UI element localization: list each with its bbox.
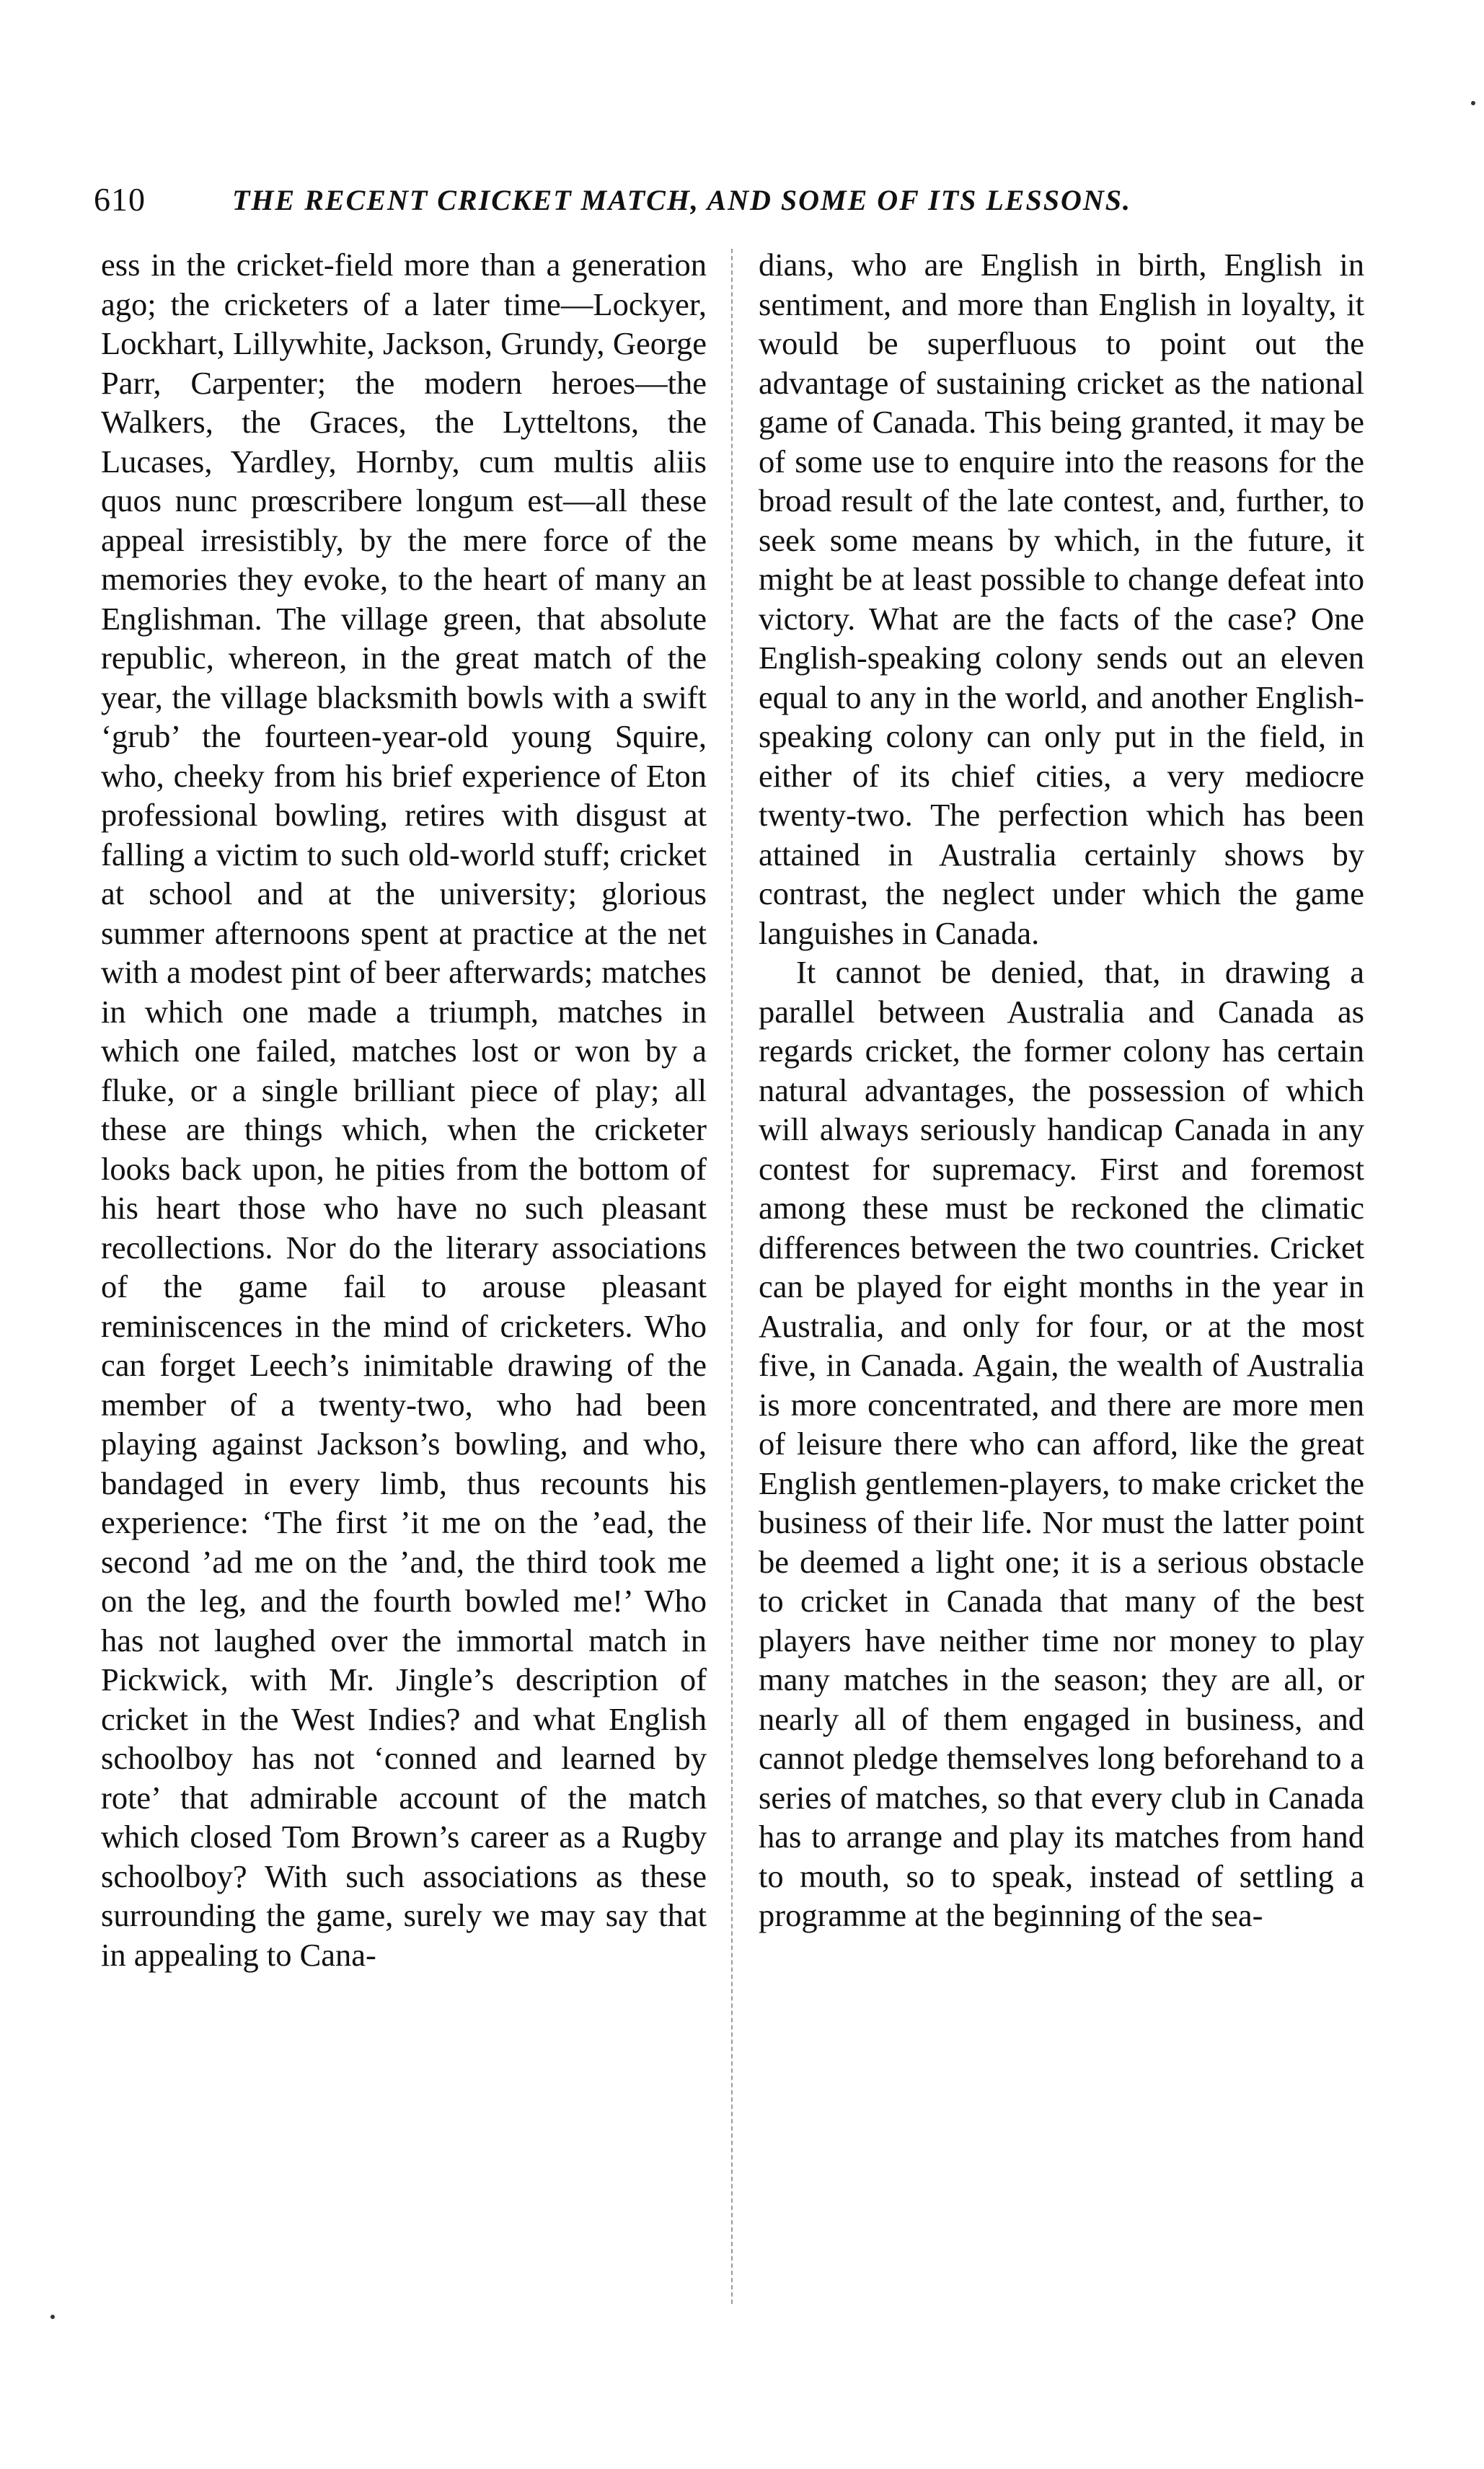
right-paragraph-1: dians, who are English in birth, English in sentiment, and more than English in loyalty, it would be superfluous to point out the advantage of sustaining cricket as the national game of Canada. This being granted, it may be of some use to enquire into the reasons for the broad result of the late contest, and, further, to seek some means by which, in the future, it might be at least possible to change defeat into victory. What are the facts of the case? One English-speaking colony sends out an eleven equal to any in the world, and another English-speaking colony can only put in the field, in either of its chief cities, a very mediocre twenty-two. The perfection which has been attained in Australia certainly shows by contrast, the neglect under which the game languishes in Canada. (759, 247, 1364, 951)
page-header (94, 175, 1305, 225)
running-title: THE RECENT CRICKET MATCH, AND SOME OF ITS LESSONS. (232, 184, 1131, 216)
right-paragraph-2: It cannot be denied, that, in drawing a parallel between Australia and Canada as regards cricket, the former colony has certain natural advantages, the possession of which will always seriously handicap Canada in any contest for supremacy. First and foremost among these must be reckoned the climatic differences between the two countries. Cricket can be played for eight months in the year in Australia, and only for four, or at the most five, in Canada. Again, the wealth of Australia is more concentrated, and there are more men of leisure there who can afford, like the great English gentlemen-players, to make cricket the business of their life. Nor must the latter point be deemed a light one; it is a serious obstacle to cricket in Canada that many of the best players have neither time nor money to play many matches in the season; they are all, or nearly all of them engaged in business, and cannot pledge themselves long beforehand to a series of matches, so that every club in Canada has to arrange and play its matches from hand to mouth, so to speak, instead of settling a programme at the beginning of the sea- (759, 954, 1364, 1933)
scan-speck (50, 2315, 55, 2319)
right-column (759, 245, 1364, 1935)
scan-speck (1471, 101, 1475, 105)
left-paragraph-1: ess in the cricket-field more than a generation ago; the cricketers of a later time—Lockyer, Lockhart, Lillywhite, Jackson, Grundy, George Parr, Carpenter; the modern heroes—the Walkers, the Graces, the Lytteltons, the Lucases, Yardley, Hornby, cum multis aliis quos nunc prœscribere longum est—all these appeal irresistibly, by the mere force of the memories they evoke, to the heart of many an Englishman. The village green, that absolute republic, whereon, in the great match of the year, the village blacksmith bowls with a swift ‘grub’ the fourteen-year-old young Squire, who, cheeky from his brief experience of Eton professional bowling, retires with disgust at falling a victim to such old-world stuff; cricket at school and at the university; glorious summer afternoons spent at practice at the net with a modest pint of beer afterwards; matches in which one made a triumph, matches in which one failed, matches lost or won by a fluke, or a single brilliant piece of play; all these are things which, when the cricketer looks back upon, he pities from the bottom of his heart those who have no such pleasant recollections. Nor do the literary associations of the game fail to arouse pleasant reminiscences in the mind of cricketers. Who can forget Leech’s inimitable drawing of the member of a twenty-two, who had been playing against Jackson’s bowling, and who, bandaged in every limb, thus recounts his experience: ‘The first ’it me on the ’ead, the second ’ad me on the ’and, the third took me on the leg, and the fourth bowled me!’ Who has not laughed over the immortal match in Pickwick, with Mr. Jingle’s description of cricket in the West Indies? and what English schoolboy has not ‘conned and learned by rote’ that admirable account of the match which closed Tom Brown’s career as a Rugby schoolboy? With such associations as these surrounding the game, surely we may say that in appealing to Cana- (101, 247, 707, 1973)
column-divider (731, 249, 733, 2304)
left-column (101, 245, 707, 1974)
page-number: 610 (94, 181, 146, 218)
